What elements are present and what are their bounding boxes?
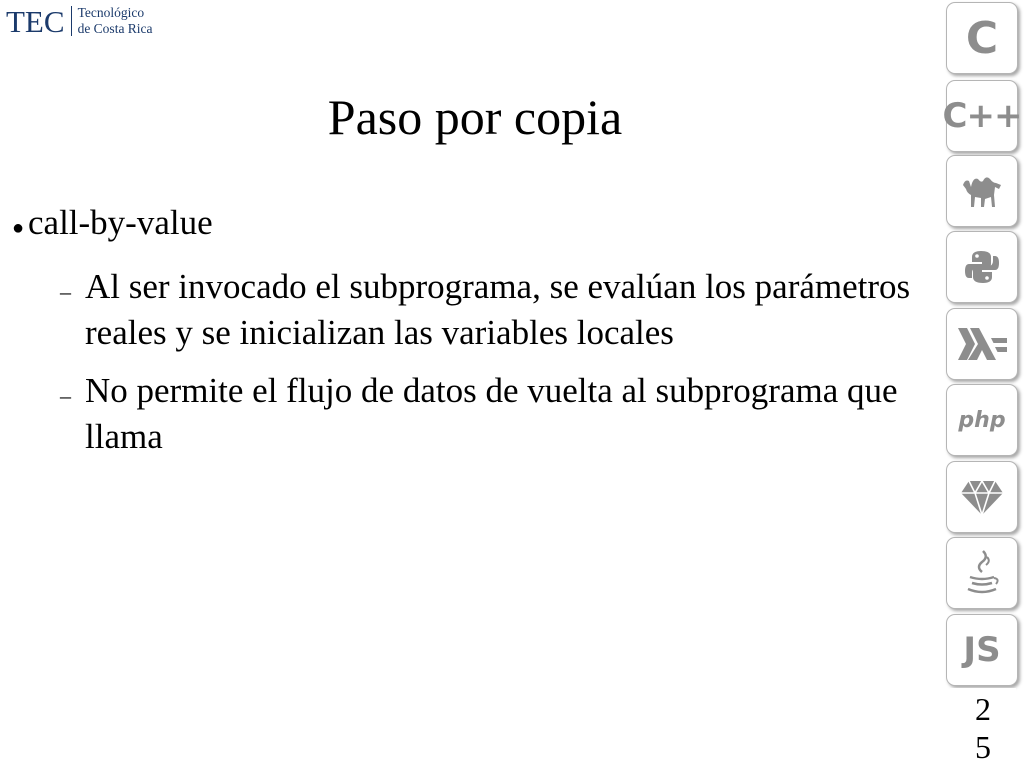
tile-php bbox=[946, 384, 1018, 456]
slide-title: Paso por copia bbox=[327, 89, 623, 145]
bullet-text: call-by-value bbox=[28, 203, 213, 242]
logo-mark: TEC bbox=[6, 3, 65, 39]
python-icon bbox=[962, 247, 1002, 287]
language-sidebar bbox=[944, 0, 1024, 768]
subbullet-item bbox=[12, 264, 922, 356]
logo-name-line2: de Costa Rica bbox=[77, 21, 153, 36]
java-icon bbox=[962, 549, 1002, 597]
cpp-icon: C++ bbox=[942, 96, 1022, 136]
camel-icon bbox=[959, 171, 1005, 211]
logo-name bbox=[78, 5, 153, 37]
tile-java bbox=[946, 537, 1018, 609]
tile-c bbox=[946, 2, 1018, 74]
tile-haskell bbox=[946, 308, 1018, 380]
js-icon: JS bbox=[963, 630, 1001, 670]
tile-python bbox=[946, 231, 1018, 303]
php-icon: php bbox=[958, 407, 1006, 433]
tile-cpp bbox=[942, 80, 1022, 152]
page-number-digit-1: 2 bbox=[975, 691, 991, 727]
tile-perl bbox=[946, 155, 1018, 227]
tile-ruby bbox=[946, 461, 1018, 533]
c-icon: C bbox=[965, 12, 999, 64]
page-number bbox=[950, 688, 1016, 770]
subbullet-item bbox=[12, 368, 922, 460]
dash-bullet-icon: – bbox=[60, 383, 71, 408]
subbullet-text: No permite el flujo de datos de vuelta al subprograma que llama bbox=[85, 371, 898, 456]
dash-bullet-icon: – bbox=[60, 279, 71, 304]
bullet-dot-icon: ● bbox=[12, 217, 25, 239]
haskell-icon bbox=[956, 326, 1008, 362]
page-number-digit-2: 5 bbox=[975, 729, 991, 765]
logo-name-line1: Tecnológico bbox=[77, 5, 145, 20]
ruby-icon bbox=[959, 477, 1005, 517]
institution-logo bbox=[6, 3, 153, 39]
logo-divider bbox=[71, 6, 72, 36]
subbullet-text: Al ser invocado el subprograma, se evalúan los parámetros reales y se inicializan las variables locales bbox=[85, 267, 911, 352]
tile-js bbox=[946, 614, 1018, 686]
slide-content bbox=[12, 200, 922, 472]
bullet-item bbox=[12, 200, 922, 246]
